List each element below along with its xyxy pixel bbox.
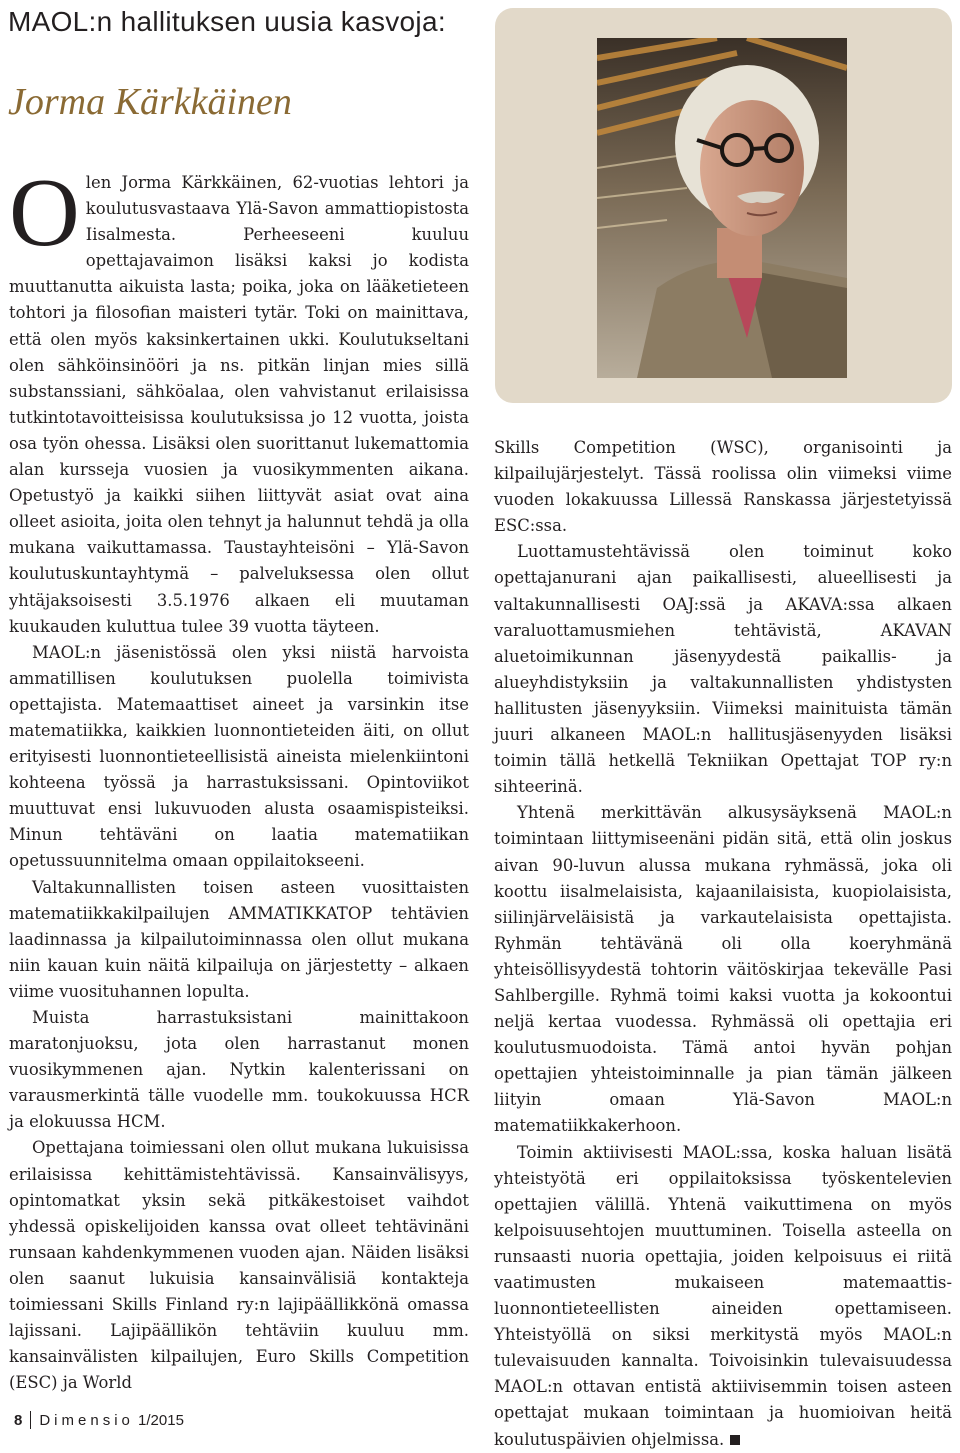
- article-paragraph: Olen Jorma Kärkkäinen, 62-vuotias lehtori ja koulutusvastaava Ylä-Savon ammattiopistosta Iisalmesta. Perheeseeni kuuluu opettajavaimon lisäksi kaksi jo kodista muuttanutta aikuista lasta; poika, joka on lääketieteen tohtori ja filosofian maisteri tytär. Toki on mainittava, että olen myös kaksinkertainen ukki. Koulutukseltani olen sähköinsinööri ja ns. pitkän linjan mies sillä substanssiani, sähköalaa, olen vahvistanut erilaisissa tutkintotavoitteisissa koulutuksissa jo 12 vuotta, joista osa työn ohessa. Lisäksi olen suorittanut lukemattomia alan kursseja vuosien ja vuosikymmenten aikana. Opetustyö ja kaikki siihen liittyvät asiat ovat aina olleet asioita, joita olen tehnyt ja halunnut tehdä ja olla mukana vaikuttamassa. Taustayhteisöni – Ylä-Savon koulutuskuntayhtymä – palveluksessa olen ollut yhtäjaksoisesti 3.5.1976 alkaen eli muutaman kuukauden kuluttua tulee 39 vuotta täyteen.: [9, 159, 469, 636]
- drop-cap: O: [9, 159, 80, 267]
- end-mark-icon: [730, 1435, 740, 1445]
- magazine-name: Dimensio: [39, 1412, 134, 1429]
- article-title: Jorma Kärkkäinen: [8, 81, 292, 123]
- footer-divider: [30, 1411, 31, 1429]
- article-paragraph: MAOL:n jäsenistössä olen yksi niistä harvoista ammatillisen koulutuksen puolella toimivista opettajista. Matemaattiset aineet ja varsinkin itse matematiikka, kaikkien luonnontieteiden äiti, on ollut erityisesti luonnontieteellisistä aineista mielenkiintoni kohteena työssä ja harrastuksissani. Opintoviikot muuttuvat ensi lukuvuoden alusta osaamispisteiksi. Minun tehtäväni on laatia matematiikan opetussuunnitelma omaan oppilaitokseeni.: [9, 642, 469, 871]
- article-paragraph: Toimin aktiivisesti MAOL:ssa, koska haluan lisätä yhteistyötä eri oppilaitoksissa työskentelevien opettajien välillä. Yhtenä vaikuttimena on myös kelpoisuusehtojen muuttuminen. Toisella asteella on runsaasti nuoria opettajia, joiden kelpoisuus ei riitä vaatimusten mukaiseen matemaattis-luonnontieteellisten aineiden opettamiseen. Yhteistyöllä on siksi merkitystä myös MAOL:n tulevaisuuden kannalta. Toivoisinkin tulevaisuudessa MAOL:n ottavan entistä aktiivisemmin toisen asteen opettajat mukaan toimintaan ja huomioivan heitä koulutuspäivien ohjelmissa.: [494, 1142, 952, 1449]
- section-kicker: MAOL:n hallituksen uusia kasvoja:: [8, 6, 446, 37]
- page-number: 8: [14, 1412, 23, 1429]
- photo-frame: [495, 8, 952, 403]
- article-column-left: [9, 159, 469, 1396]
- article-paragraph: Luottamustehtävissä olen toiminut koko opettajanurani ajan paikallisesti, alueellisesti ja valtakunnallisesti OAJ:ssä ja AKAVA:ssa alkaen varaluottamusmiehen tehtävistä, AKAVAN aluetoimikunnan jäsenyydestä paikallis- ja alueyhdistyksiin ja valtakunnallisten yhdistysten hallitusten jäsenyyksiin. Viimeksi mainituista tämän juuri alkaneen MAOL:n hallitusjäsenyyden lisäksi toimin tällä hetkellä Tekniikan Opettajat TOP ry:n sihteerinä.: [494, 542, 952, 797]
- article-paragraph: Valtakunnallisten toisen asteen vuosittaisten matematiikkakilpailujen AMMATIKKATOP tehtävien laadinnassa ja kilpailutoiminnassa olen ollut mukana niin kauan kuin näitä kilpailuja on järjestetty – alkaen viime vuosituhannen lopulta.: [9, 877, 469, 1001]
- issue-number: 1/2015: [138, 1412, 184, 1429]
- article-paragraph: Yhtenä merkittävän alkusysäyksenä MAOL:n toimintaan liittymiseenäni pidän sitä, että olin joskus aivan 90-luvun alussa mukana ryhmässä, joka oli koottu iisalmelaisista, kajaanilaisista, kuopiolaisista, siilinjärveläisistä ja varkautelaisista opettajista. Ryhmän tehtävänä oli olla koeryhmänä yhteisöllisyydestä tohtorin väitöskirjaa tekevälle Pasi Sahlbergille. Ryhmä toimi kaksi vuotta ja kokoontui neljä kertaa vuodessa. Ryhmässä oli opettajia eri koulutusmuodoista. Tämä antoi hyvän pohjan opettajien yhteistoiminnalle ja pian tämän jälkeen liityin omaan Ylä-Savon MAOL:n matematiikkakerhoon.: [494, 803, 952, 1136]
- article-column-right: [494, 435, 952, 1453]
- portrait-photo-icon: [597, 38, 847, 378]
- article-paragraph: Skills Competition (WSC), organisointi ja kilpailujärjestelyt. Tässä roolissa olin viimeksi viime vuoden lokakuussa Lillessä Ranskassa järjestetyissä ESC:ssa.: [494, 438, 952, 536]
- page-footer: [14, 1411, 184, 1429]
- article-paragraph: Opettajana toimiessani olen ollut mukana lukuisissa erilaisissa kehittämistehtävissä. Kansainvälisyys, opintomatkat yksin sekä pitkäkestoiset vaihdot yhdessä opiskelijoiden kanssa ovat olleet tehtävinäni runsaan kahdenkymmenen vuoden ajan. Näiden lisäksi olen saanut lukuisia kansainvälisiä kontakteja toimiessani Skills Finland ry:n lajipäällikkönä omassa lajissani. Lajipäällikön tehtäviin kuuluu mm. kansainvälisten kilpailujen, Euro Skills Competition (ESC) ja World: [9, 1138, 469, 1393]
- article-paragraph: Muista harrastuksistani mainittakoon maratonjuoksu, jota olen harrastanut monen vuosikymmenen ajan. Nytkin kalenterissani on varausmerkintä tälle vuodelle mm. toukokuussa HCR ja elokuussa HCM.: [9, 1008, 469, 1132]
